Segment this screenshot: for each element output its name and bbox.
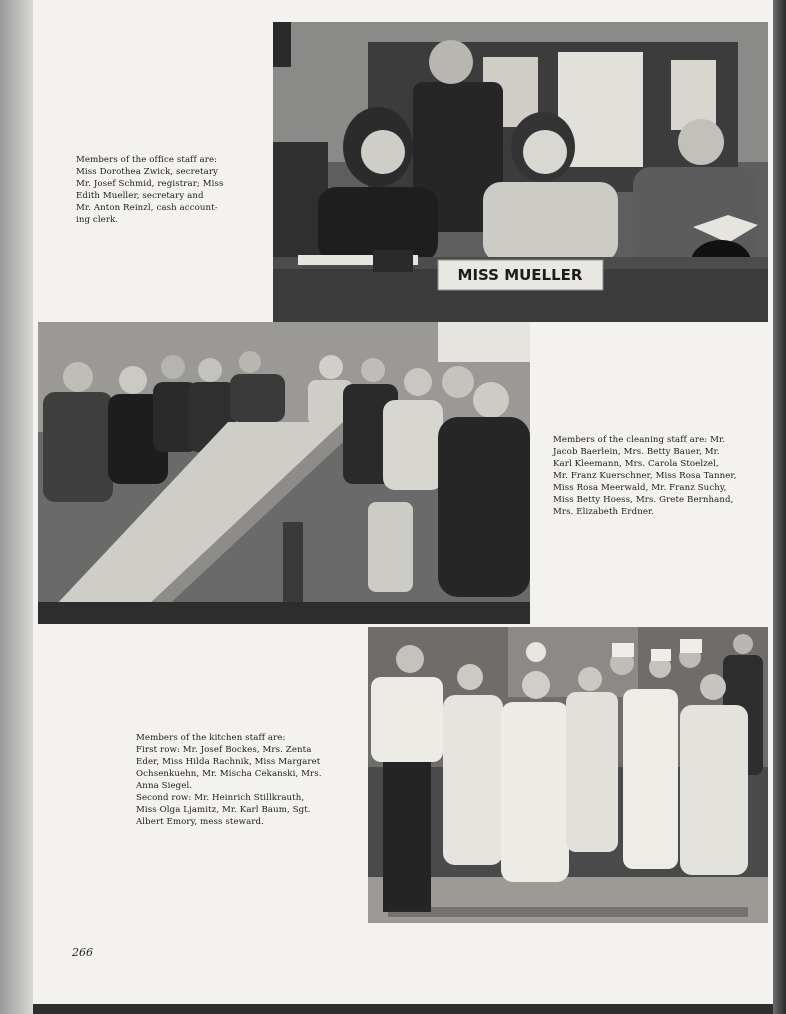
caption-line: Second row: Mr. Heinrich Stillkrauth, [136, 793, 305, 803]
caption-line: Anna Siegel. [136, 781, 193, 791]
caption-line: Mr. Josef Schmid, registrar; Miss [76, 179, 224, 189]
kitchen-staff-photo [368, 627, 768, 923]
cleaning-staff-caption [553, 434, 737, 518]
miss-mueller-nameplate: MISS MUELLER [457, 266, 583, 284]
caption-line: Edith Mueller, secretary and [76, 191, 204, 201]
caption-line: Mr. Franz Kuerschner, Miss Rosa Tanner, [553, 471, 737, 481]
caption-line: First row: Mr. Josef Bockes, Mrs. Zenta [136, 745, 312, 755]
caption-line: Mr. Anton Reinzl, cash account- [76, 203, 218, 213]
caption-line: ing clerk. [76, 215, 119, 225]
caption-line: Mrs. Elizabeth Erdner. [553, 507, 655, 517]
caption-line: Miss Betty Hoess, Mrs. Grete Bernhand, [553, 495, 734, 505]
caption-line: Miss Dorothea Zwick, secretary [76, 167, 218, 177]
office-staff-photo [273, 22, 768, 322]
next-page-edge [773, 0, 786, 1014]
caption-line: Miss Rosa Meerwald, Mr. Franz Suchy, [553, 483, 727, 493]
book-gutter [0, 0, 33, 1014]
cleaning-staff-photo [38, 322, 530, 624]
caption-line: Ochsenkuehn, Mr. Mischa Cekanski, Mrs. [136, 769, 322, 779]
caption-line: Karl Kleemann, Mrs. Carola Stoelzel, [553, 459, 719, 469]
office-staff-caption [76, 154, 224, 226]
caption-line: Jacob Baerlein, Mrs. Betty Bauer, Mr. [553, 447, 720, 457]
caption-line: Members of the kitchen staff are: [136, 733, 286, 743]
caption-line: Miss Olga Ljamitz, Mr. Karl Baum, Sgt. [136, 805, 311, 815]
caption-line: Eder, Miss Hilda Rachnik, Miss Margaret [136, 757, 321, 767]
caption-line: Albert Emory, mess steward. [136, 817, 264, 827]
caption-line: Members of the cleaning staff are: Mr. [553, 435, 726, 445]
page-number: 266 [72, 946, 93, 959]
page-bottom-edge [33, 1004, 773, 1014]
kitchen-staff-caption [136, 732, 322, 828]
caption-line: Members of the office staff are: [76, 155, 218, 165]
